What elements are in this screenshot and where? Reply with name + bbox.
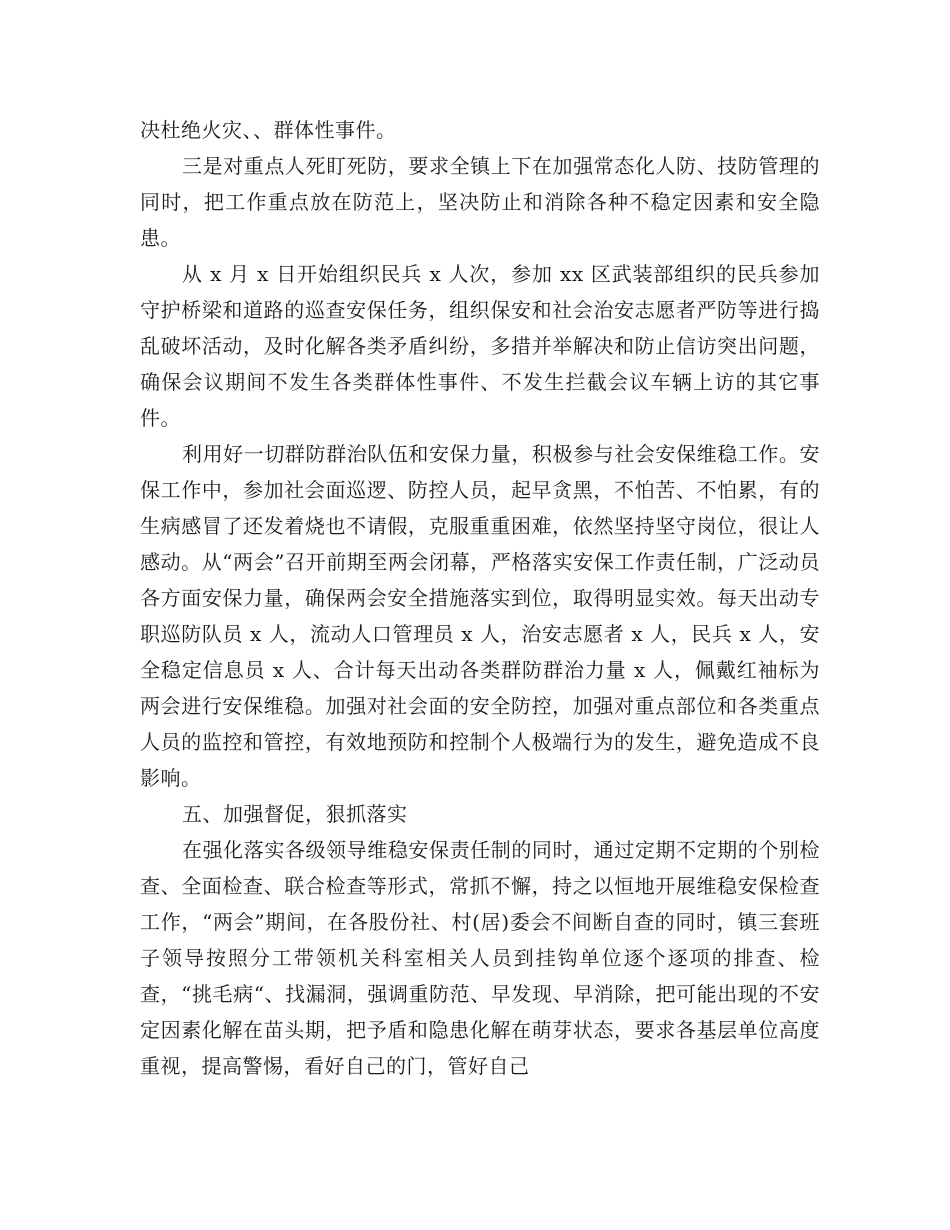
paragraph-security-forces: 利用好一切群防群治队伍和安保力量，积极参与社会安保维稳工作。安保工作中，参加社会面巡逻、防控人员，起早贪黑，不怕苦、不怕累，有的生病感冒了还发着烧也不请假，克服重重困难，依然坚持坚守岗位，很让人感动。从“两会”召开前期至两会闭幕，严格落实安保工作责任制，广泛动员各方面安保力量，确保两会安全措施落实到位，取得明显实效。每天出动专职巡防队员 x 人，流动人口管理员 x 人，治安志愿者 x 人，民兵 x 人，安全稳定信息员 x 人、合计每天出动各类群防群治力量 x 人，佩戴红袖标为两会进行安保维稳。加强对社会面的安全防控，加强对重点部位和各类重点人员的监控和管控，有效地预防和控制个人极端行为的发生，避免造成不良影响。: [140, 442, 820, 790]
paragraph-continuation: 决杜绝火灾、、群体性事件。: [140, 118, 397, 142]
paragraph-militia: 从 x 月 x 日开始组织民兵 x 人次，参加 xx 区武装部组织的民兵参加守护桥梁和道路的巡查安保任务，组织保安和社会治安志愿者严防等进行捣乱破坏活动，及时化解各类矛盾纠纷，多措并举解决和防止信访突出问题，确保会议期间不发生各类群体性事件、不发生拦截会议车辆上访的其它事件。: [140, 262, 820, 430]
paragraph-supervision: 在强化落实各级领导维稳安保责任制的同时，通过定期不定期的个别检查、全面检查、联合检查等形式，常抓不懈，持之以恒地开展维稳安保检查工作，“两会”期间，在各股份社、村(居)委会不间断自查的同时，镇三套班子领导按照分工带领机关科室相关人员到挂钩单位逐个逐项的排查、检查，“挑毛病“、找漏洞，强调重防范、早发现、早消除，把可能出现的不安定因素化解在苗头期，把予盾和隐患化解在萌芽状态，要求各基层单位高度重视，提高警惕，看好自己的门，管好自己: [140, 838, 820, 1078]
paragraph-key-persons: 三是对重点人死盯死防，要求全镇上下在加强常态化人防、技防管理的同时，把工作重点放在防范上，坚决防止和消除各种不稳定因素和安全隐患。: [140, 154, 820, 250]
section-heading: 五、加强督促，狠抓落实: [182, 802, 408, 826]
document-body: [140, 112, 820, 1084]
